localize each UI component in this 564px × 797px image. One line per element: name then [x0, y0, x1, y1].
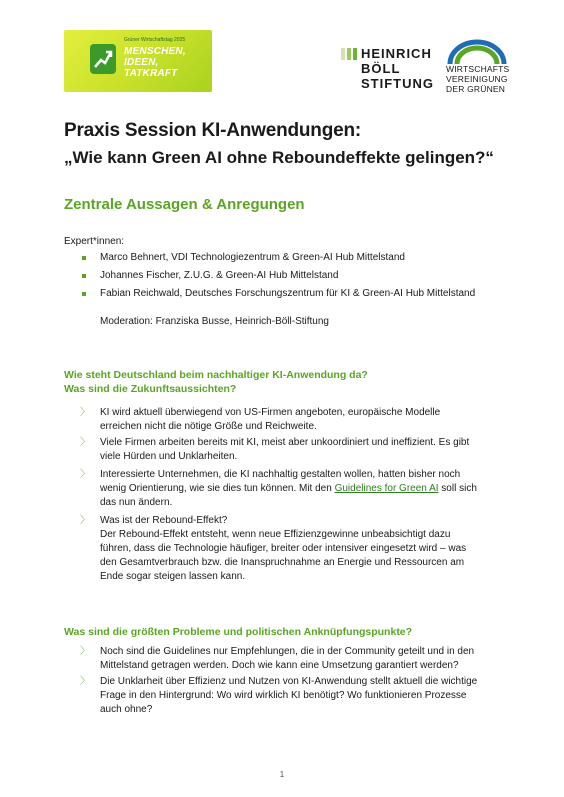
wv-line-3: DER GRÜNEN [446, 84, 506, 94]
chevron-right-icon: 〉 [80, 676, 90, 687]
question-heading-2: Was sind die größten Probleme und politischen Anknüpfungspunkte? [64, 626, 413, 638]
hbs-logo-text [361, 46, 434, 91]
point-text [100, 514, 500, 584]
line: Interessierte Unternehmen, die KI nachhaltig gestalten wollen, hatten bisher noch [100, 469, 461, 480]
event-logo [64, 30, 212, 92]
line: Viele Firmen arbeiten bereits mit KI, meist aber unkoordiniert und ineffizient. Es gibt [100, 437, 470, 448]
line: wenig Orientierung, wie sie dies tun können. Mit den [100, 483, 335, 494]
page-subtitle: „Wie kann Green AI ohne Reboundeffekte gelingen?“ [64, 148, 494, 167]
question-heading-1 [64, 368, 368, 396]
list-item [80, 406, 500, 434]
line: führen, dass die Technologie häufiger, breiter oder intensiver eingesetzt wird – was [100, 543, 467, 554]
line: Frage in den Hintergrund: Wo wird wirklich KI benötigt? Wo funktionieren Prozesse [100, 690, 467, 701]
line: viele Hürden und Unklarheiten. [100, 451, 238, 462]
point-text [100, 436, 500, 464]
moderation-text: Moderation: Franziska Busse, Heinrich-Böll-Stiftung [100, 316, 329, 327]
wv-line-2: VEREINIGUNG [446, 74, 508, 84]
hbs-line-3: STIFTUNG [361, 76, 434, 91]
list-item [80, 436, 500, 464]
chevron-right-icon: 〉 [80, 469, 90, 480]
chevron-right-icon: 〉 [80, 437, 90, 448]
guidelines-link[interactable]: Guidelines for Green AI [334, 483, 439, 494]
hbs-line-2: BÖLL [361, 61, 401, 76]
event-logo-line-2: IDEEN, [124, 57, 159, 68]
page-number: 1 [279, 770, 285, 779]
line: Was ist der Rebound-Effekt? [100, 515, 228, 526]
page-title: Praxis Session KI-Anwendungen: [64, 120, 361, 141]
expert-text: Johannes Fischer, Z.U.G. & Green-AI Hub Mittelstand [100, 270, 339, 281]
line: den Gesamtverbrauch bzw. die Inanspruchnahme an Energie und Ressourcen am [100, 557, 465, 568]
bullet-icon [82, 292, 86, 296]
wv-logo-text [446, 64, 509, 94]
question-line: Wie steht Deutschland beim nachhaltiger KI-Anwendung da? [64, 369, 368, 381]
line: Mittelstand getragen werden. Doch wie kann eine Umsetzung garantiert werden? [100, 660, 459, 671]
wv-line-1: WIRTSCHAFTS [446, 64, 510, 74]
chevron-right-icon: 〉 [80, 515, 90, 526]
line: Ende sogar steigen lassen kann. [100, 571, 246, 582]
experts-label: Expert*innen: [64, 236, 125, 247]
list-item [80, 645, 500, 673]
chevron-right-icon: 〉 [80, 646, 90, 657]
chevron-right-icon: 〉 [80, 407, 90, 418]
event-logo-line-3: TATKRAFT [124, 68, 178, 79]
point-text [100, 468, 500, 510]
event-logo-small-text: Grüner Wirtschaftstag 2025 [124, 37, 186, 43]
line: auch ohne? [100, 704, 153, 715]
point-text [100, 675, 500, 717]
expert-text: Marco Behnert, VDI Technologiezentrum & Green-AI Hub Mittelstand [100, 252, 405, 263]
line: das nun ändern. [100, 497, 173, 508]
bullet-icon [82, 274, 86, 278]
line: Noch sind die Guidelines nur Empfehlungen, die in der Community geteilt und in den [100, 646, 475, 657]
question-line: Was sind die Zukunftsaussichten? [64, 383, 237, 395]
expert-text: Fabian Reichwald, Deutsches Forschungszentrum für KI & Green-AI Hub Mittelstand [100, 288, 476, 299]
line: soll sich [438, 483, 477, 494]
point-text [100, 406, 500, 434]
bullet-icon [82, 256, 86, 260]
event-logo-line-1: MENSCHEN, [124, 46, 186, 57]
list-item [80, 675, 500, 717]
line: KI wird aktuell überwiegend von US-Firmen angeboten, europäische Modelle [100, 407, 441, 418]
point-text [100, 645, 500, 673]
line: Die Unklarheit über Effizienz und Nutzen von KI-Anwendung stellt aktuell die wichtige [100, 676, 478, 687]
hbs-line-1: HEINRICH [361, 46, 432, 61]
section-title: Zentrale Aussagen & Anregungen [64, 196, 305, 213]
line: erreichen nicht die nötige Größe und Reichweite. [100, 421, 317, 432]
rainbow-arc-icon [444, 38, 510, 64]
list-item [80, 514, 500, 584]
list-item [80, 468, 500, 510]
growth-arrow-icon [88, 42, 118, 76]
line: Der Rebound-Effekt entsteht, wenn neue Effizienzgewinne unbeabsichtigt dazu [100, 529, 451, 540]
hbs-mark-icon [341, 48, 357, 60]
